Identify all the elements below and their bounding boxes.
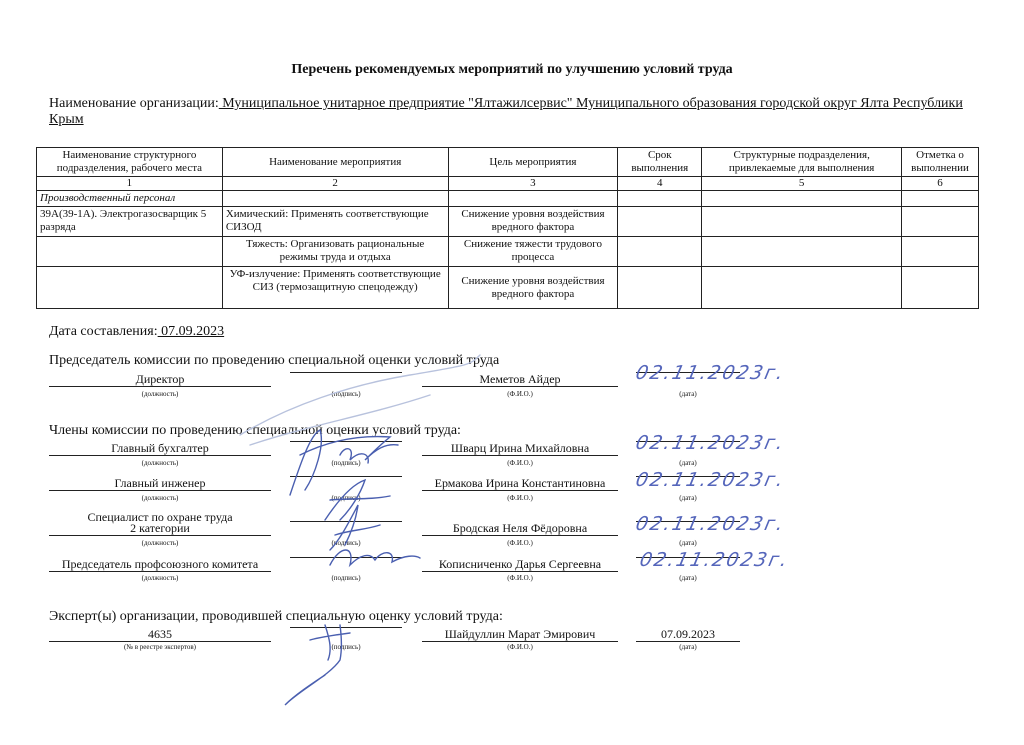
- document-title: Перечень рекомендуемых мероприятий по улучшению условий труда: [291, 62, 733, 77]
- caption-fio: (Ф.И.О.): [507, 390, 533, 398]
- caption-date: (дата): [679, 494, 697, 502]
- section-title: Производственный персонал: [37, 191, 223, 207]
- goal-cell: Снижение тяжести трудового процесса: [448, 237, 618, 267]
- caption-date: (дата): [679, 459, 697, 467]
- header-measure: Наименование мероприятия: [222, 148, 448, 177]
- member-name: Ермакова Ирина Константиновна: [422, 476, 618, 491]
- member-handwritten-date: 02.11.2023г.: [633, 469, 788, 491]
- member-handwritten-date: 02.11.2023г.: [637, 549, 792, 571]
- expert-registry-number: 4635: [49, 627, 271, 642]
- measure-cell: УФ-излучение: Применять соответствующие СИЗ (термозащитную спецодежду): [222, 267, 448, 309]
- header-completion: Отметка о выполнении: [902, 148, 979, 177]
- date-compiled-value: 07.09.2023: [157, 324, 225, 339]
- organization-line: [49, 96, 979, 128]
- caption-position: (должность): [141, 459, 179, 467]
- caption-fio: (Ф.И.О.): [507, 494, 533, 502]
- column-number: 2: [222, 177, 448, 191]
- member-position: Главный бухгалтер: [49, 441, 271, 456]
- caption-signature: (подпись): [331, 539, 361, 547]
- goal-cell: Снижение уровня воздействия вредного фактора: [448, 207, 618, 237]
- member-handwritten-date: 02.11.2023г.: [633, 432, 788, 454]
- organization-label: Наименование организации:: [49, 96, 219, 111]
- caption-date: (дата): [679, 574, 697, 582]
- table-row: [37, 207, 979, 237]
- header-departments: Структурные подразделения, привлекаемые для выполнения: [702, 148, 902, 177]
- column-number: 6: [902, 177, 979, 191]
- header-deadline: Срок выполнения: [618, 148, 702, 177]
- member-name: Шварц Ирина Михайловна: [422, 441, 618, 456]
- goal-cell: Снижение уровня воздействия вредного фактора: [448, 267, 618, 309]
- member-handwritten-date: 02.11.2023г.: [633, 513, 788, 535]
- members-heading: Члены комиссии по проведению специальной оценки условий труда:: [49, 423, 461, 438]
- member-position: 2 категории: [49, 521, 271, 536]
- caption-position: (должность): [141, 574, 179, 582]
- chairman-position: Директор: [49, 372, 271, 387]
- expert-heading: Эксперт(ы) организации, проводившей специальную оценку условий труда:: [49, 609, 503, 624]
- member-signature-4: [320, 540, 430, 580]
- caption-signature: (подпись): [331, 459, 361, 467]
- member-name: Бродская Неля Фёдоровна: [422, 521, 618, 536]
- caption-signature: (подпись): [331, 574, 361, 582]
- measures-table: [36, 147, 979, 309]
- member-position: Председатель профсоюзного комитета: [49, 557, 271, 572]
- measure-cell: Химический: Применять соответствующие СИЗОД: [222, 207, 448, 237]
- column-number: 4: [618, 177, 702, 191]
- measure-cell: Тяжесть: Организовать рациональные режимы труда и отдыха: [222, 237, 448, 267]
- column-number: 1: [37, 177, 223, 191]
- table-section-row: [37, 191, 979, 207]
- expert-name: Шайдуллин Марат Эмирович: [422, 627, 618, 642]
- caption-registry: (№ в реестре экспертов): [123, 643, 196, 651]
- caption-signature: (подпись): [331, 390, 361, 398]
- table-header-row: [37, 148, 979, 177]
- chairman-name: Меметов Айдер: [422, 372, 618, 387]
- caption-position: (должность): [141, 539, 179, 547]
- caption-fio: (Ф.И.О.): [507, 539, 533, 547]
- caption-date: (дата): [679, 390, 697, 398]
- organization-name: Муниципальное унитарное предприятие "Ялтажилсервис" Муниципального образования городской округ Ялта Республики Крым: [49, 96, 963, 127]
- caption-signature: (подпись): [331, 643, 361, 651]
- caption-fio: (Ф.И.О.): [507, 459, 533, 467]
- member-position: Главный инженер: [49, 476, 271, 491]
- member-name: Кописниченко Дарья Сергеевна: [422, 557, 618, 572]
- caption-position: (должность): [141, 390, 179, 398]
- caption-fio: (Ф.И.О.): [507, 643, 533, 651]
- header-goal: Цель мероприятия: [448, 148, 618, 177]
- date-compiled-label: Дата составления:: [49, 324, 158, 339]
- date-compiled: [49, 324, 224, 340]
- caption-position: (должность): [141, 494, 179, 502]
- column-number: 3: [448, 177, 618, 191]
- table-row: [37, 237, 979, 267]
- table-row: [37, 267, 979, 309]
- expert-date: 07.09.2023: [636, 627, 740, 642]
- caption-signature: (подпись): [331, 494, 361, 502]
- column-number: 5: [702, 177, 902, 191]
- member-position-line1: Специалист по охране труда: [87, 510, 233, 524]
- table-number-row: [37, 177, 979, 191]
- workplace-cell: 39А(39-1А). Электрогазосварщик 5 разряда: [37, 207, 223, 237]
- chairman-heading: Председатель комиссии по проведению специальной оценки условий труда: [49, 353, 500, 368]
- header-workplace: Наименование структурного подразделения, рабочего места: [37, 148, 223, 177]
- caption-fio: (Ф.И.О.): [507, 574, 533, 582]
- caption-date: (дата): [679, 539, 697, 547]
- caption-date: (дата): [679, 643, 697, 651]
- chairman-handwritten-date: 02.11.2023г.: [633, 362, 788, 384]
- expert-signature: [270, 615, 380, 715]
